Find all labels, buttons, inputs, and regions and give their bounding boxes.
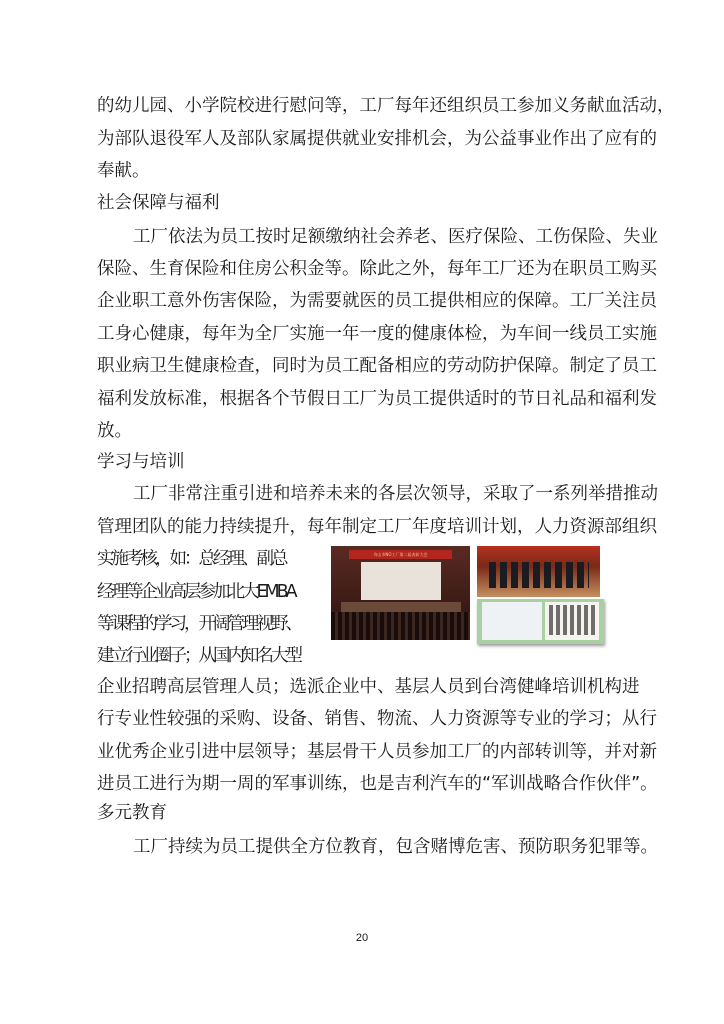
paragraph-line: 奉献。 (97, 161, 150, 181)
paragraph-line: 为部队退役军人及部队家属提供就业安排机会，为公益事业作出了应有的 (97, 129, 657, 149)
paragraph-line: 经理等企业高层参加北大EMBA (97, 582, 295, 602)
paragraph-line: 工厂依法为员工按时足额缴纳社会养老、医疗保险、工伤保险、失业 (133, 227, 658, 247)
paragraph-line: 工身心健康，每年为全厂实施一年一度的健康体检，为车间一线员工实施 (97, 324, 657, 344)
calligraphy-photo (477, 599, 604, 644)
paragraph-line: 进员工进行为期一周的军事训练，也是吉利汽车的“军训战略合作伙伴”。 (97, 774, 658, 794)
paragraph-line: 放。 (97, 421, 132, 441)
paragraph-line: 企业职工意外伤害保险，为需要就医的员工提供相应的保障。工厂关注员 (97, 291, 657, 311)
photo-banner: 舟山市NO工厂第二届表彰大会 (349, 550, 452, 559)
section-heading-social-security: 社会保障与福利 (97, 193, 220, 213)
paragraph-line: 职业病卫生健康检查，同时为员工配备相应的劳动防护保障。制定了员工 (97, 356, 657, 376)
page-number: 20 (355, 932, 369, 944)
paragraph-line: 业优秀企业引进中层领导；基层骨干人员参加工厂的内部转训等，并对新 (97, 742, 657, 762)
paragraph-line: 企业招聘高层管理人员；选派企业中、基层人员到台湾健峰培训机构进 (97, 677, 640, 697)
paragraph-line: 实施考核，如：总经理、副总 (97, 549, 286, 569)
paragraph-line: 保险、生育保险和住房公积金等。除此之外，每年工厂还为在职员工购买 (97, 259, 657, 279)
group-photo (477, 546, 600, 597)
paragraph-line: 行专业性较强的采购、设备、销售、物流、人力资源等专业的学习；从行 (97, 709, 657, 729)
paragraph-line: 工厂非常注重引进和培养未来的各层次领导，采取了一系列举措推动 (133, 484, 658, 504)
section-heading-training: 学习与培训 (97, 452, 185, 472)
paragraph-line: 建立行业圈子；从国内知名大型 (97, 646, 300, 666)
section-heading-education: 多元教育 (97, 803, 167, 823)
paragraph-line: 管理团队的能力持续提升，每年制定工厂年度培训计划，人力资源部组织 (97, 517, 657, 537)
auditorium-photo (331, 546, 470, 640)
paragraph-line: 的幼儿园、小学院校进行慰问等，工厂每年还组织员工参加义务献血活动， (97, 96, 675, 116)
paragraph-line: 工厂持续为员工提供全方位教育，包含赌博危害、预防职务犯罪等。 (133, 837, 658, 857)
paragraph-line: 等课程的学习，开阔管理视野、 (97, 614, 300, 634)
paragraph-line: 福利发放标准，根据各个节假日工厂为员工提供适时的节日礼品和福利发 (97, 389, 657, 409)
